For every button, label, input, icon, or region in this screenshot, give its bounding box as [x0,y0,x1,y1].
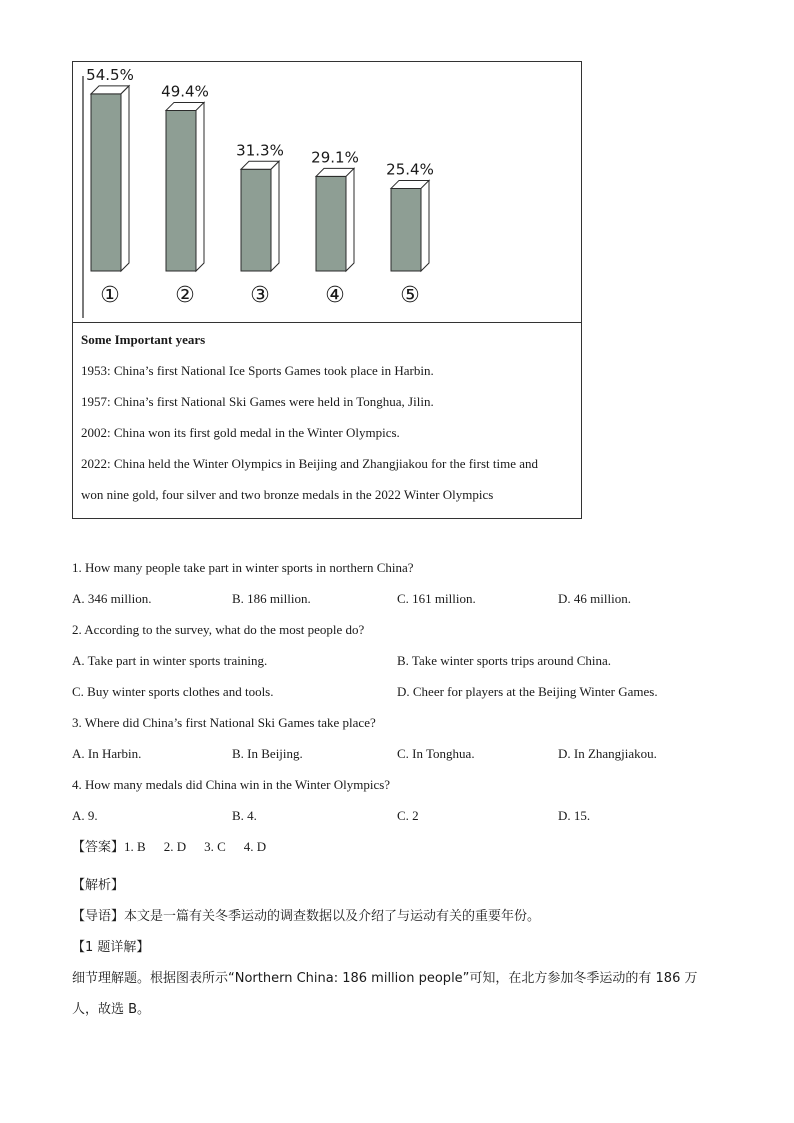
bar-2-side [196,102,204,271]
question-4-options [72,808,722,839]
q2-option-c: C. Buy winter sports clothes and tools. [72,684,274,699]
q4-option-a: A. 9. [72,808,98,823]
bar-3-value-label: 31.3% [236,141,284,160]
q1-option-b: B. 186 million. [232,591,311,606]
answer-1: 1. B [124,839,146,854]
q4-option-c: C. 2 [397,808,419,823]
q4-option-d: D. 15. [558,808,591,823]
q3-option-b: B. In Beijing. [232,746,303,761]
bar-5-category-label: ⑤ [400,283,420,308]
important-years-box [81,332,577,518]
question-2: 2. According to the survey, what do the most people do? [72,622,365,637]
bar-4 [316,176,346,271]
bar-3 [241,169,271,271]
bar-5-side [421,180,429,271]
bar-5-value-label: 25.4% [386,160,434,179]
answer-4: 4. D [243,839,267,854]
q3-option-a: A. In Harbin. [72,746,142,761]
analysis-label: 【解析】 [72,878,125,893]
question-3: 3. Where did China’s first National Ski Games take place? [72,715,376,730]
q1-option-a: A. 346 million. [72,591,152,606]
important-years-heading: Some Important years [81,332,206,347]
detail-heading: 【1 题详解】 [72,940,150,955]
year-line-2022-cont: won nine gold, four silver and two bronze medals in the 2022 Winter Olympics [81,487,494,502]
answer-3: 3. C [204,839,226,854]
year-line-1953: 1953: China’s first National Ice Sports Games took place in Harbin. [81,363,434,378]
intro-text: 【导语】本文是一篇有关冬季运动的调查数据以及介绍了与运动有关的重要年份。 [72,909,541,924]
question-2-options-ab [72,653,722,684]
answer-key-label: 【答案】 [72,840,125,855]
survey-figure [72,61,582,519]
bar-1-value-label: 54.5% [86,65,134,84]
bar-chart-svg [73,62,581,322]
q4-option-b: B. 4. [232,808,257,823]
question-2-options-cd [72,684,722,715]
q1-option-d: D. 46 million. [558,591,631,606]
bar-3-side [271,161,279,271]
bar-2-value-label: 49.4% [161,82,209,101]
bar-chart [73,62,581,323]
bar-4-category-label: ④ [325,283,345,308]
question-1: 1. How many people take part in winter sports in northern China? [72,560,414,575]
q1-option-c: C. 161 million. [397,591,476,606]
question-1-options [72,591,722,622]
answer-2: 2. D [163,839,187,854]
bar-1-side [121,86,129,271]
q3-option-c: C. In Tonghua. [397,746,475,761]
q3-option-d: D. In Zhangjiakou. [558,746,657,761]
bar-3-category-label: ③ [250,283,270,308]
year-line-1957: 1957: China’s first National Ski Games were held in Tonghua, Jilin. [81,394,434,409]
bar-2 [166,110,196,271]
bar-5 [391,188,421,271]
q2-option-a: A. Take part in winter sports training. [72,653,268,668]
bar-4-side [346,168,354,271]
bar-1 [91,94,121,271]
q2-option-d: D. Cheer for players at the Beijing Winter Games. [397,684,658,699]
year-line-2002: 2002: China won its first gold medal in the Winter Olympics. [81,425,400,440]
bar-4-value-label: 29.1% [311,148,359,167]
detail-text: 细节理解题。根据图表所示“Northern China: 186 million people”可知，在北方参加冬季运动的有 186 万人，故选 B。 [72,971,698,1017]
q2-option-b: B. Take winter sports trips around China. [397,653,612,668]
questions-section [72,560,722,1025]
question-3-options [72,746,722,777]
answer-key [72,839,722,870]
year-line-2022: 2022: China held the Winter Olympics in Beijing and Zhangjiakou for the first time and [81,456,539,471]
question-4: 4. How many medals did China win in the Winter Olympics? [72,777,391,792]
bar-2-category-label: ② [175,283,195,308]
bar-1-category-label: ① [100,283,120,308]
